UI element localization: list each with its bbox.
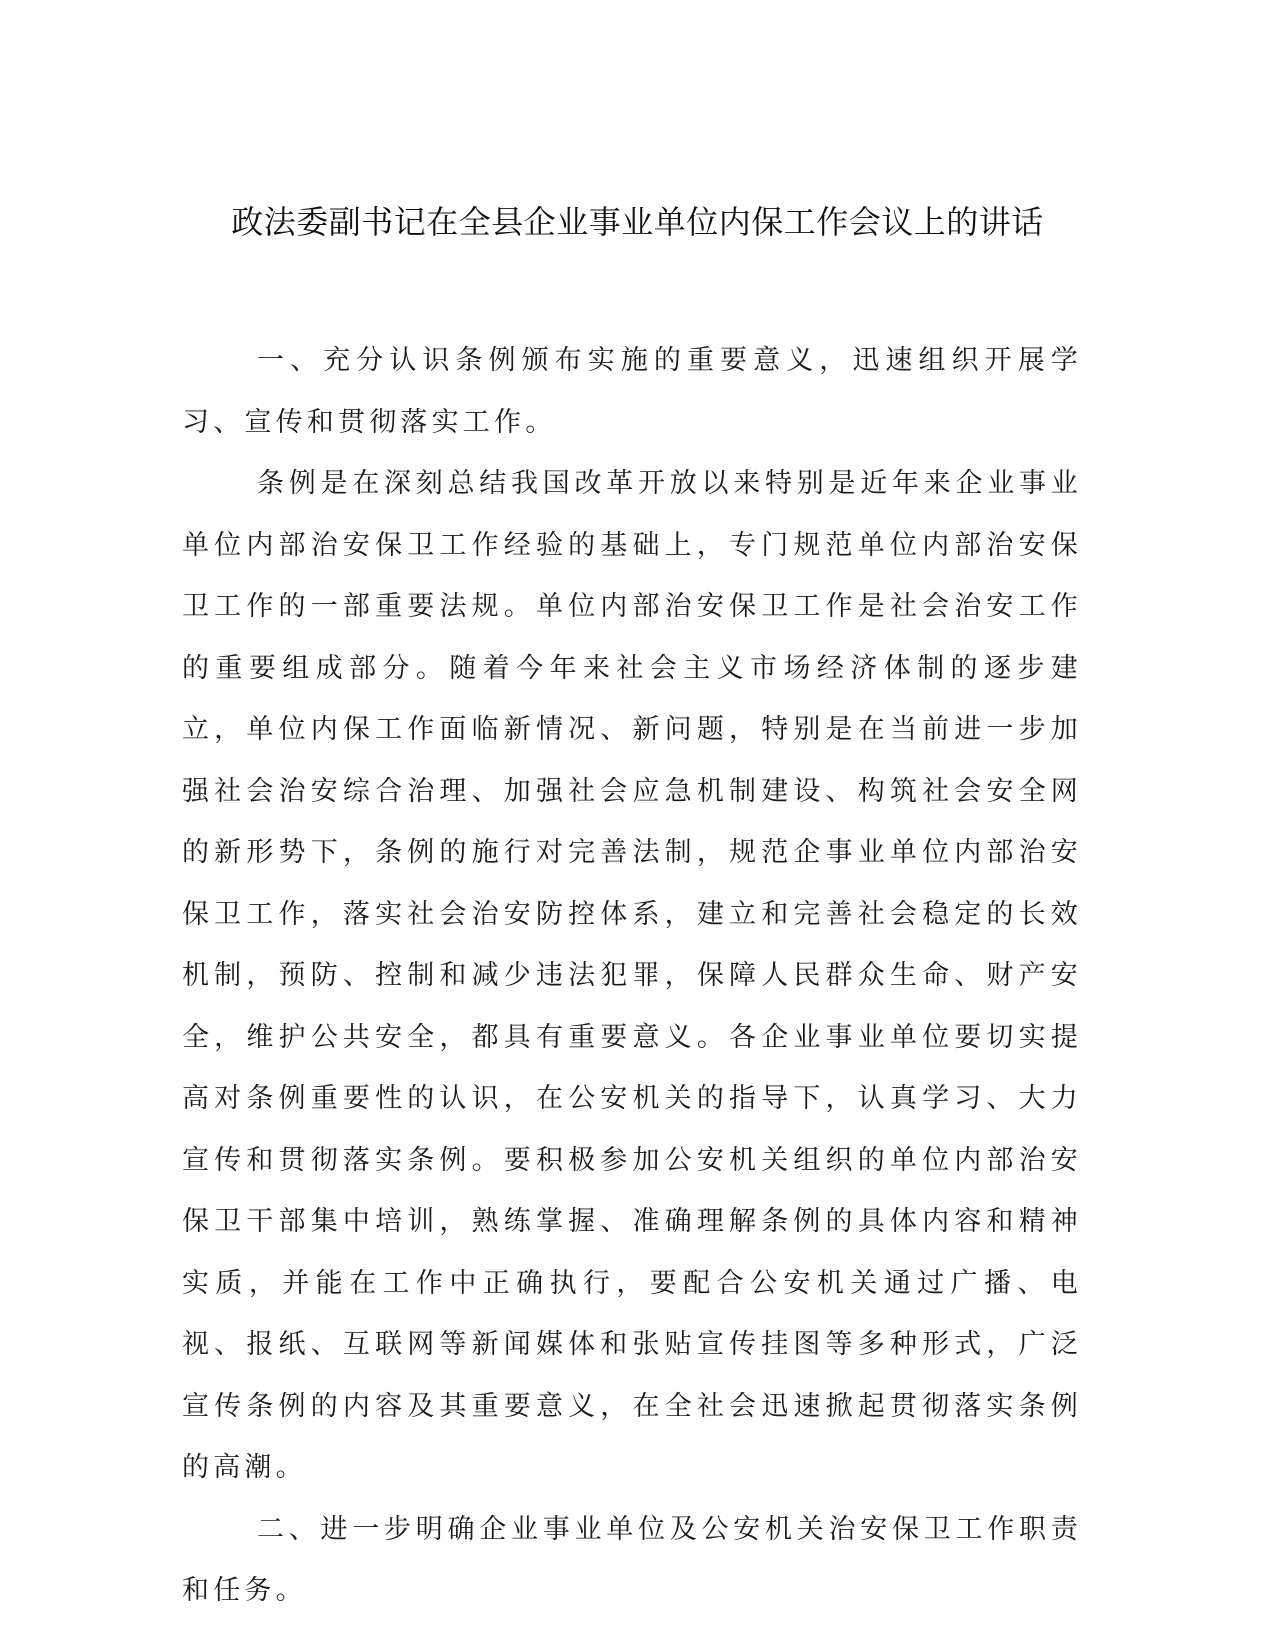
paragraph-section-one-heading: 一、充分认识条例颁布实施的重要意义，迅速组织开展学习、宣传和贯彻落实工作。 xyxy=(182,345,1082,438)
paragraph-section-two-heading: 二、进一步明确企业事业单位及公安机关治安保卫工作职责和任务。 xyxy=(182,1513,1082,1606)
document-body xyxy=(182,330,1082,1622)
paragraph-section-one-body: 条例是在深刻总结我国改革开放以来特别是近年来企业事业单位内部治安保卫工作经验的基础上，专门规范单位内部治安保卫工作的一部重要法规。单位内部治安保卫工作是社会治安工作的重要组成部分。随着今年来社会主义市场经济体制的逐步建立，单位内保工作面临新情况、新问题，特别是在当前进一步加强社会治安综合治理、加强社会应急机制建设、构筑社会安全网的新形势下，条例的施行对完善法制，规范企事业单位内部治安保卫工作，落实社会治安防控体系，建立和完善社会稳定的长效机制，预防、控制和减少违法犯罪，保障人民群众生命、财产安全，维护公共安全，都具有重要意义。各企业事业单位要切实提高对条例重要性的认识，在公安机关的指导下，认真学习、大力宣传和贯彻落实条例。要积极参加公安机关组织的单位内部治安保卫干部集中培训，熟练掌握、准确理解条例的具体内容和精神实质，并能在工作中正确执行，要配合公安机关通过广播、电视、报纸、互联网等新闻媒体和张贴宣传挂图等多种形式，广泛宣传条例的内容及其重要意义，在全社会迅速掀起贯彻落实条例的高潮。 xyxy=(182,468,1082,1483)
document-title: 政法委副书记在全县企业事业单位内保工作会议上的讲话 xyxy=(231,203,1044,241)
